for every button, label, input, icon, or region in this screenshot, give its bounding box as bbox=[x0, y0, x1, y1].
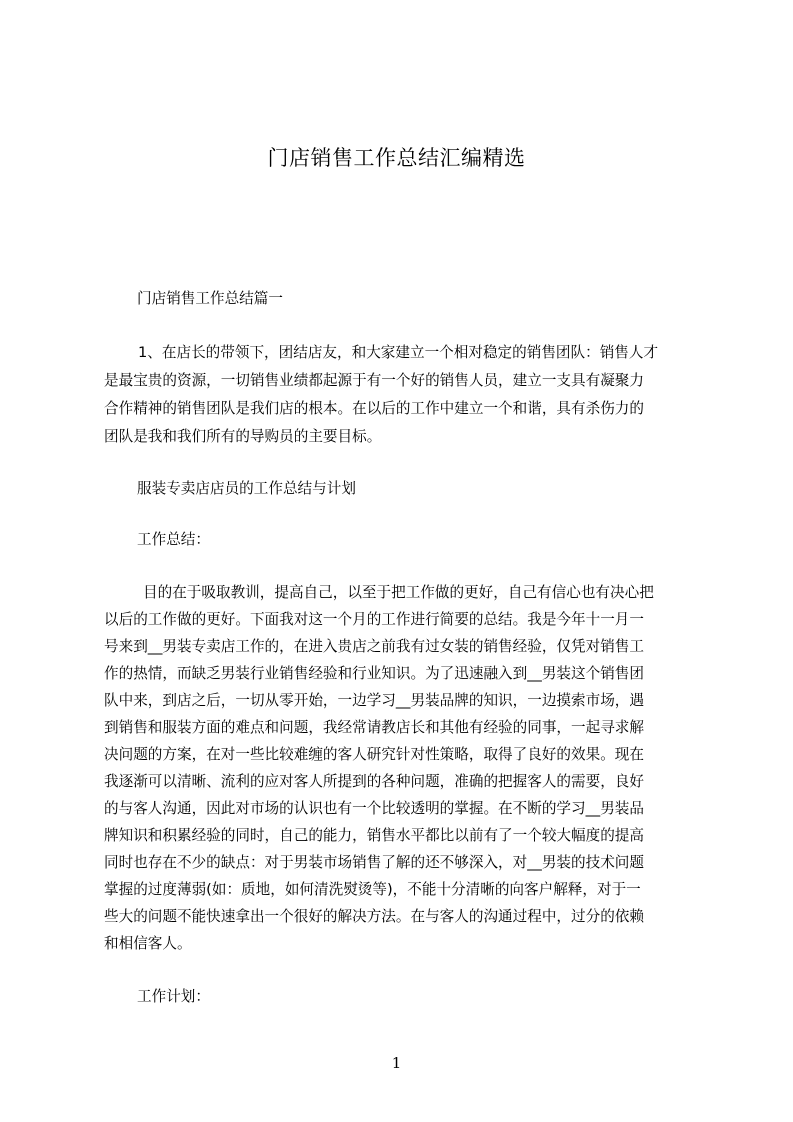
work-plan-label: 工作计划： bbox=[137, 988, 210, 1005]
paragraph-line: 团队是我和我们所有的导购员的主要目标。 bbox=[104, 428, 382, 445]
paragraph-line: 号来到__男装专卖店工作的，在进入贵店之前我有过女装的销售经验，仅凭对销售工 bbox=[104, 638, 644, 655]
paragraph-line: 我逐渐可以清晰、流利的应对客人所提到的各种问题，准确的把握客人的需要，良好 bbox=[104, 773, 644, 790]
paragraph-line: 些大的问题不能快速拿出一个很好的解决方法。在与客人的沟通过程中，过分的依赖 bbox=[104, 908, 644, 925]
paragraph-line: 掌握的过度薄弱(如：质地，如何清洗熨烫等)，不能十分清晰的向客户解释，对于一 bbox=[104, 881, 641, 898]
section-heading: 门店销售工作总结篇一 bbox=[137, 290, 283, 307]
subheading: 服装专卖店店员的工作总结与计划 bbox=[137, 480, 356, 497]
paragraph-line: 和相信客人。 bbox=[104, 935, 192, 952]
paragraph-line: 以后的工作做的更好。下面我对这一个月的工作进行简要的总结。我是今年十一月一 bbox=[104, 611, 644, 628]
paragraph-line: 是最宝贵的资源，一切销售业绩都起源于有一个好的销售人员，建立一支具有凝聚力 bbox=[104, 372, 644, 389]
work-summary-label: 工作总结： bbox=[137, 531, 210, 548]
paragraph-line: 作的热情，而缺乏男装行业销售经验和行业知识。为了迅速融入到__男装这个销售团 bbox=[104, 665, 644, 682]
paragraph-line: 合作精神的销售团队是我们店的根本。在以后的工作中建立一个和谐，具有杀伤力的 bbox=[104, 400, 644, 417]
paragraph-line: 决问题的方案，在对一些比较难缠的客人研究针对性策略，取得了良好的效果。现在 bbox=[104, 746, 644, 763]
paragraph-line: 队中来，到店之后，一切从零开始，一边学习__男装品牌的知识，一边摸索市场，遇 bbox=[104, 692, 644, 709]
paragraph-line: 到销售和服装方面的难点和问题，我经常请教店长和其他有经验的同事，一起寻求解 bbox=[104, 719, 644, 736]
paragraph-line: 1、在店长的带领下，团结店友，和大家建立一个相对稳定的销售团队：销售人才 bbox=[138, 344, 659, 361]
paragraph-line: 同时也存在不少的缺点：对于男装市场销售了解的还不够深入，对__男装的技术问题 bbox=[104, 854, 644, 871]
document-title: 门店销售工作总结汇编精选 bbox=[267, 146, 526, 170]
paragraph-line: 的与客人沟通，因此对市场的认识也有一个比较透明的掌握。在不断的学习__男装品 bbox=[104, 800, 644, 817]
paragraph-line: 牌知识和积累经验的同时，自己的能力，销售水平都比以前有了一个较大幅度的提高 bbox=[104, 827, 644, 844]
page-number: 1 bbox=[391, 1054, 402, 1072]
paragraph-line: 目的在于吸取教训，提高自己，以至于把工作做的更好，自己有信心也有决心把 bbox=[143, 584, 654, 601]
